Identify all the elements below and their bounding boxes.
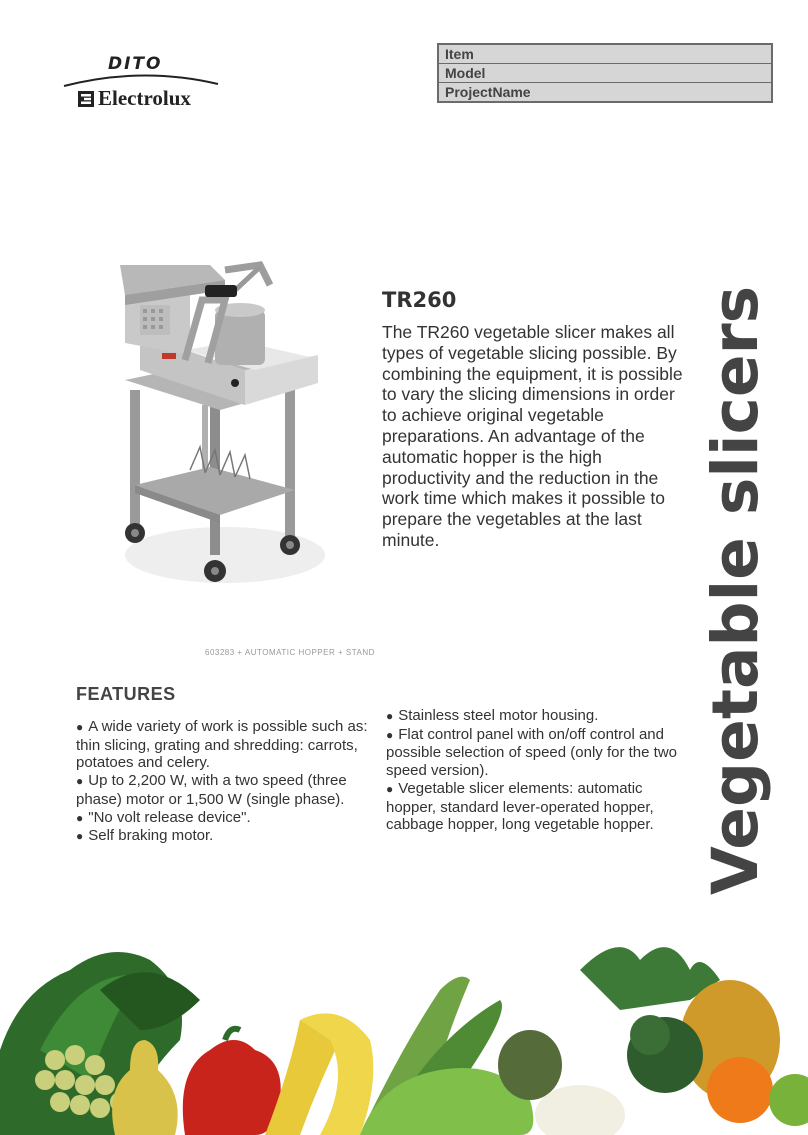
bullet-icon: ● <box>76 720 84 734</box>
image-caption: 603283 + AUTOMATIC HOPPER + STAND <box>205 648 375 657</box>
product-image <box>110 255 340 595</box>
electrolux-wordmark: Electrolux <box>98 86 191 110</box>
info-row-item: Item <box>439 45 771 64</box>
info-row-model: Model <box>439 64 771 83</box>
bullet-icon: ● <box>386 727 394 742</box>
vegetables-banner-image <box>0 930 808 1135</box>
bullet-icon: ● <box>386 709 394 723</box>
feature-item: ● Self braking motor. <box>76 827 214 845</box>
brand-logo <box>62 52 222 112</box>
feature-item: ● "No volt release device". <box>76 808 251 826</box>
info-row-projectname: ProjectName <box>445 84 531 100</box>
bullet-icon: ● <box>76 774 84 789</box>
feature-item: ● A wide variety of work is possible such as: thin slicing, grating and shredding: carrots, potatoes and celery. <box>76 718 368 772</box>
product-description: The TR260 vegetable slicer makes all types of vegetable slicing possible. By combining the equipment, it is possible to vary the slicing dimensions in order to achieve original vegetable preparations. An advantage of the automatic hopper is the high productivity and the reduction in the work time which makes it possible to prepare the vegetables at the last minute. <box>382 322 683 550</box>
product-model-title: TR260 <box>382 288 457 312</box>
electrolux-brand <box>78 86 191 111</box>
features-list-right <box>386 707 686 834</box>
feature-item: ● Flat control panel with on/off control and possible selection of speed (only for the two speed version). <box>386 725 677 780</box>
project-info-box <box>437 43 773 103</box>
feature-item: ● Up to 2,200 W, with a two speed (three phase) motor or 1,500 W (single phase). <box>76 772 347 808</box>
features-heading: FEATURES <box>76 684 176 704</box>
features-list-left <box>76 718 376 846</box>
feature-item: ● Stainless steel motor housing. <box>386 707 599 724</box>
bullet-icon: ● <box>76 829 84 844</box>
bullet-icon: ● <box>386 781 394 796</box>
electrolux-logo-icon <box>78 91 94 107</box>
feature-item: ● Vegetable slicer elements: automatic hopper, standard lever-operated hopper, cabbage hopper, long vegetable hopper. <box>386 779 654 834</box>
category-title-vertical: Vegetable slicers <box>699 285 772 895</box>
bullet-icon: ● <box>76 810 84 825</box>
dito-wordmark: DITO <box>108 54 163 74</box>
